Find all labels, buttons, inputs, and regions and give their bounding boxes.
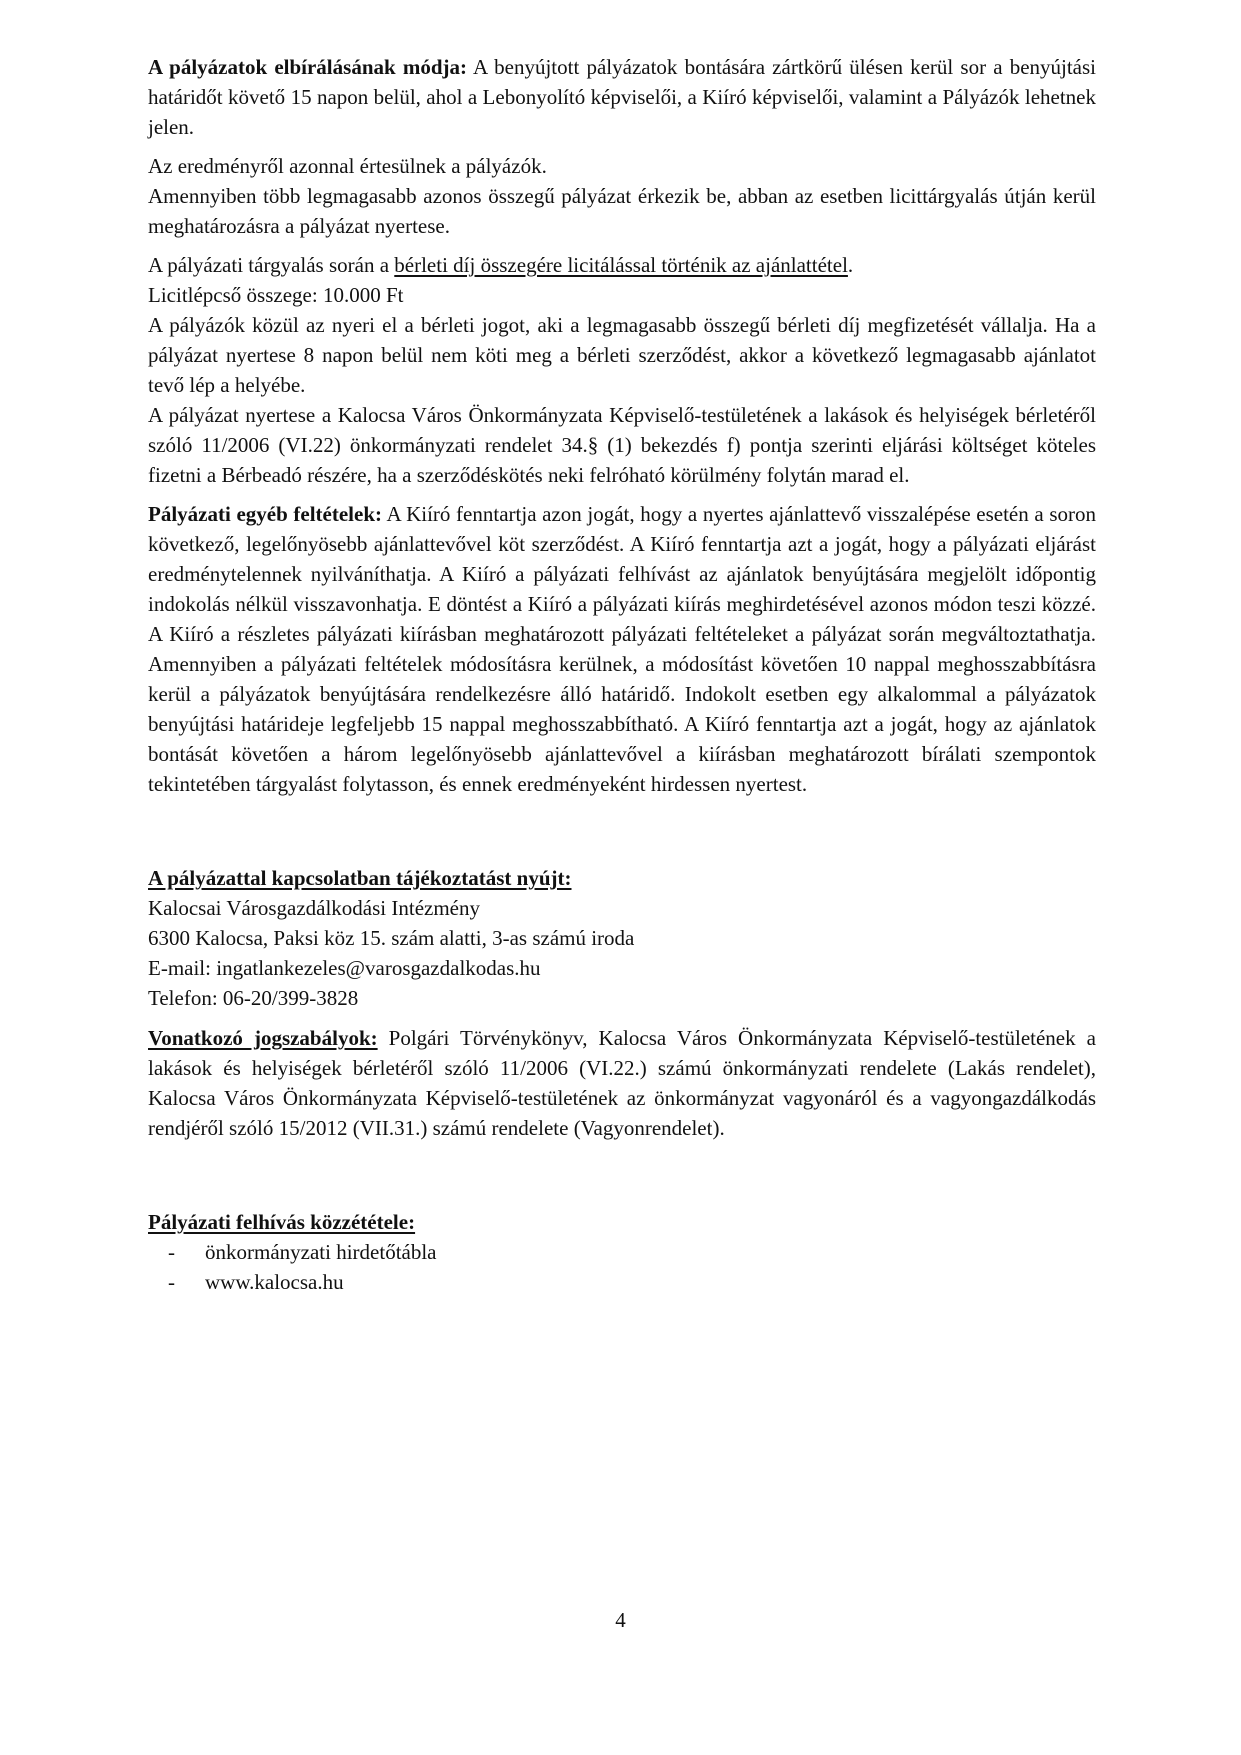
list-item [148, 1267, 1096, 1297]
bidding-winner: A pályázók közül az nyeri el a bérleti jogot, aki a legmagasabb összegű bérleti díj megfizetését vállalja. Ha a pályázat nyertese 8 napon belül nem köti meg a bérleti szerződést, akkor a következő legmagasabb ajánlatot tevő lép a helyébe. [148, 313, 1096, 397]
legislation-paragraph [148, 1023, 1096, 1143]
bidding-end: . [847, 253, 854, 277]
publication-item-text: www.kalocsa.hu [205, 1270, 344, 1294]
publication-heading-line [148, 1207, 1096, 1237]
contact-phone: Telefon: 06-20/399-3828 [148, 986, 359, 1010]
bidding-intro-text: A pályázati tárgyalás során a [148, 253, 395, 277]
page-number: 4 [615, 1608, 626, 1632]
document-page [148, 52, 1096, 1297]
bidding-underlined: bérleti díj összegére licitálással történik az ajánlattétel [394, 253, 848, 277]
bullet-dash-icon: - [168, 1240, 175, 1264]
evaluation-heading: A pályázatok elbírálásának módja: [148, 55, 467, 79]
bidding-step: Licitlépcső összege: 10.000 Ft [148, 283, 404, 307]
other-conditions-text: A Kiíró fenntartja azon jogát, hogy a nyertes ajánlattevő visszalépése esetén a soron következő, legelőnyösebb ajánlattevővel köt szerződést. A Kiíró fenntartja azt a jogát, hogy a pályázati eljárást eredménytelennek nyilváníthatja. A Kiíró a pályázati felhívást az ajánlatok benyújtására megjelölt időpontig indokolás nélkül visszavonhatja. E döntést a Kiíró a pályázati kiírás meghirdetésével azonos módon teszi közzé. A Kiíró a részletes pályázati kiírásban meghatározott pályázati feltételeket a pályázat során megváltoztathatja. Amennyiben a pályázati feltételek módosításra kerülnek, a módosítást követően 10 nappal meghosszabbításra kerül a pályázatok benyújtására rendelkezésre álló határidő. Indokolt esetben egy alkalommal a pályázatok benyújtási határideje legfeljebb 15 nappal meghosszabbítható. A Kiíró fenntartja azt a jogát, hogy az ajánlatok bontását követően a három legelőnyösebb ajánlattevővel a kiírásban meghatározott bírálati szempontok tekintetében tárgyalást folytasson, és ennek eredményeként hirdessen nyertest. [148, 502, 1096, 796]
bidding-costs: A pályázat nyertese a Kalocsa Város Önkormányzata Képviselő-testületének a lakások és helyiségek bérletéről szóló 11/2006 (VI.22) önkormányzati rendelet 34.§ (1) bekezdés f) pontja szerinti eljárási költséget köteles fizetni a Bérbeadó részére, ha a szerződéskötés neki felróható körülmény folytán marad el. [148, 403, 1096, 487]
list-item [148, 1237, 1096, 1267]
bidding-intro [148, 250, 1096, 280]
results-tie-rule: Amennyiben több legmagasabb azonos összegű pályázat érkezik be, abban az esetben licittárgyalás útján kerül meghatározásra a pályázat nyertese. [148, 184, 1096, 238]
legislation-text: Polgári Törvénykönyv, Kalocsa Város Önkormányzata Képviselő-testületének a lakások és helyiségek bérletéről szóló 11/2006 (VI.22.) számú önkormányzati rendelete (Lakás rendelet), Kalocsa Város Önkormányzata Képviselő-testületének az önkormányzat vagyonáról és a vagyongazdálkodás rendjéről szóló 15/2012 (VII.31.) számú rendelete (Vagyonrendelet). [148, 1026, 1096, 1140]
contact-email: E-mail: ingatlankezeles@varosgazdalkodas.hu [148, 956, 541, 980]
contact-organization: Kalocsai Városgazdálkodási Intézmény [148, 896, 480, 920]
bullet-dash-icon: - [168, 1270, 175, 1294]
publication-list [148, 1237, 1096, 1297]
results-notification: Az eredményről azonnal értesülnek a pályázók. [148, 154, 547, 178]
legislation-heading: Vonatkozó jogszabályok: [148, 1026, 378, 1050]
publication-heading: Pályázati felhívás közzététele: [148, 1210, 416, 1234]
other-conditions-heading: Pályázati egyéb feltételek: [148, 502, 382, 526]
other-conditions-paragraph [148, 499, 1096, 799]
evaluation-text: A benyújtott pályázatok bontására zártkörű ülésen kerül sor a benyújtási határidőt követő 15 napon belül, ahol a Lebonyolító képviselői, a Kiíró képviselői, valamint a Pályázók lehetnek jelen. [148, 55, 1097, 139]
publication-item-text: önkormányzati hirdetőtábla [205, 1240, 437, 1264]
contact-address: 6300 Kalocsa, Paksi köz 15. szám alatti, 3-as számú iroda [148, 926, 635, 950]
contact-heading: A pályázattal kapcsolatban tájékoztatást nyújt: [148, 866, 572, 890]
evaluation-paragraph [148, 52, 1096, 142]
contact-heading-line [148, 863, 1096, 893]
